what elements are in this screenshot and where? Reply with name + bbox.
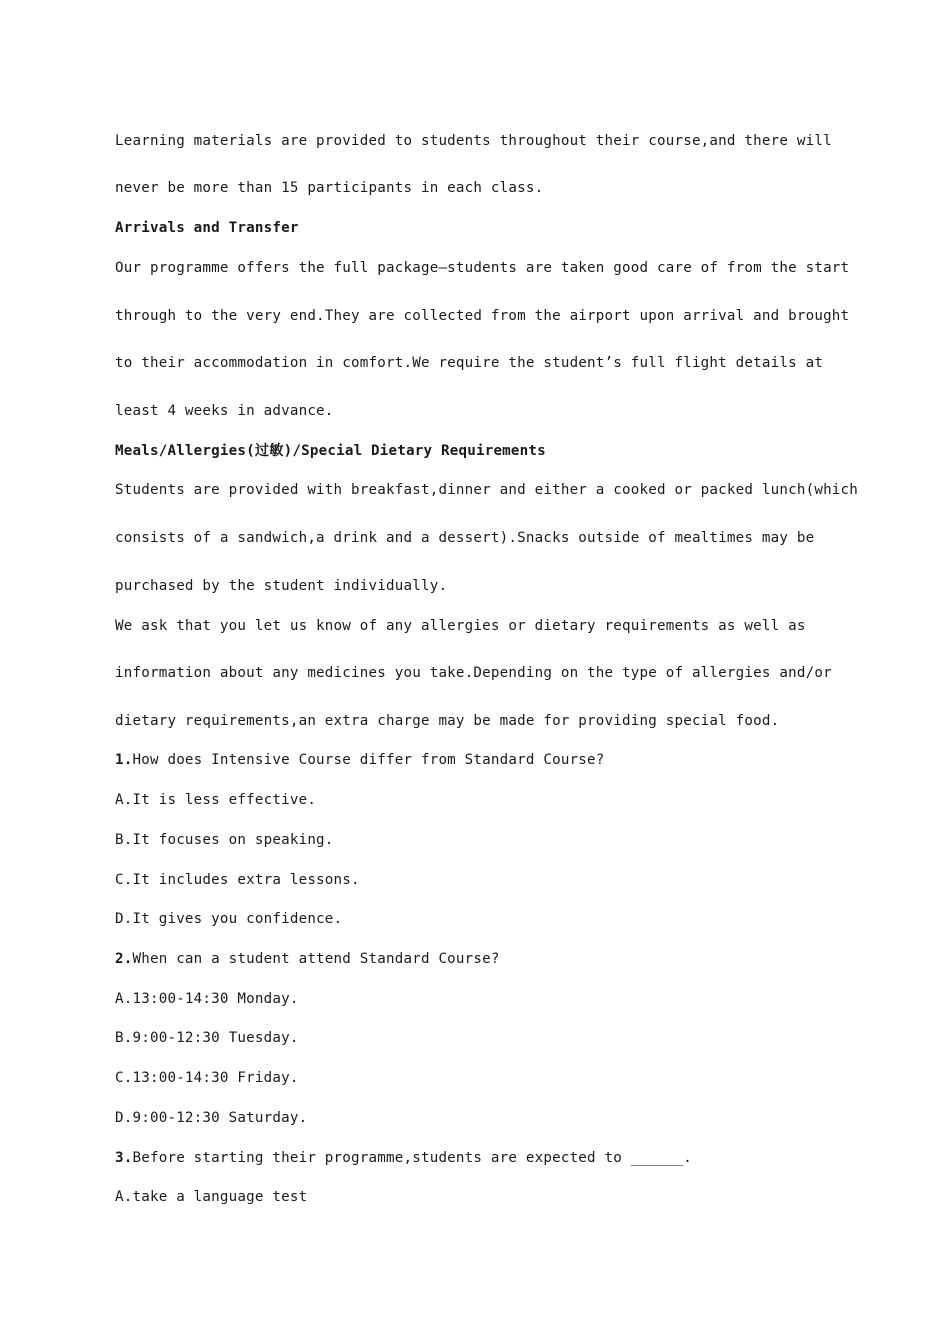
passage-line: purchased by the student individually. xyxy=(115,578,448,594)
question-2 xyxy=(115,949,500,969)
passage-line: Our programme offers the full package—students are taken good care of from the start xyxy=(115,260,850,276)
passage-line: Learning materials are provided to students throughout their course,and there will xyxy=(115,133,832,149)
option-1d: D.It gives you confidence. xyxy=(115,911,343,927)
passage-line: to their accommodation in comfort.We require the student’s full flight details at xyxy=(115,355,824,371)
passage-line: never be more than 15 participants in each class. xyxy=(115,180,544,196)
section-heading-meals: Meals/Allergies(过敏)/Special Dietary Requirements xyxy=(115,443,546,459)
option-2c: C.13:00-14:30 Friday. xyxy=(115,1070,299,1086)
option-2a: A.13:00-14:30 Monday. xyxy=(115,991,299,1007)
option-1b: B.It focuses on speaking. xyxy=(115,832,334,848)
option-1a: A.It is less effective. xyxy=(115,792,317,808)
question-number: 2. xyxy=(115,951,133,967)
passage-line: information about any medicines you take.Depending on the type of allergies and/or xyxy=(115,665,832,681)
question-number: 3. xyxy=(115,1150,133,1166)
passage-line: dietary requirements,an extra charge may be made for providing special food. xyxy=(115,713,780,729)
question-1 xyxy=(115,750,605,770)
option-2b: B.9:00-12:30 Tuesday. xyxy=(115,1030,299,1046)
passage-line: Students are provided with breakfast,dinner and either a cooked or packed lunch(which xyxy=(115,482,859,498)
option-3a: A.take a language test xyxy=(115,1189,308,1205)
passage-line: We ask that you let us know of any allergies or dietary requirements as well as xyxy=(115,618,806,634)
passage-line: through to the very end.They are collected from the airport upon arrival and brought xyxy=(115,308,850,324)
passage-line: least 4 weeks in advance. xyxy=(115,403,334,419)
option-2d: D.9:00-12:30 Saturday. xyxy=(115,1110,308,1126)
question-stem: Before starting their programme,students are expected to ______. xyxy=(132,1150,692,1166)
passage-line: consists of a sandwich,a drink and a dessert).Snacks outside of mealtimes may be xyxy=(115,530,815,546)
section-heading-arrivals: Arrivals and Transfer xyxy=(115,220,299,236)
question-3 xyxy=(115,1148,692,1168)
question-stem: How does Intensive Course differ from Standard Course? xyxy=(132,752,605,768)
question-stem: When can a student attend Standard Course? xyxy=(132,951,500,967)
option-1c: C.It includes extra lessons. xyxy=(115,872,360,888)
question-number: 1. xyxy=(115,752,133,768)
